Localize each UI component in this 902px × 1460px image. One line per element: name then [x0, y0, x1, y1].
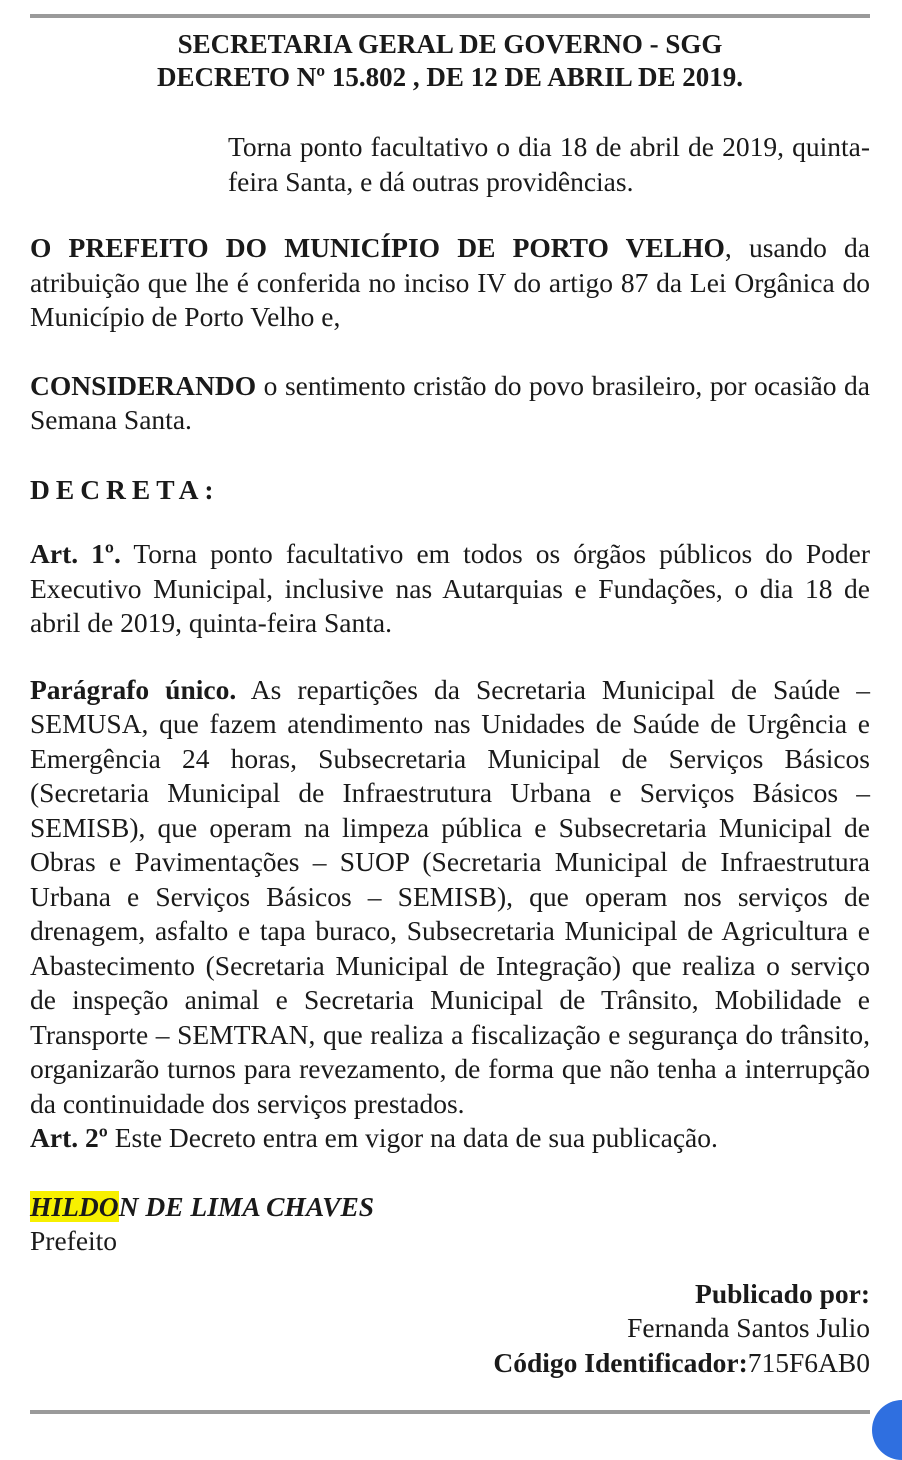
decrees-heading: DECRETA:	[30, 473, 220, 505]
considering-text: o sentimento cristão do povo brasileiro, por ocasião da Semana Santa.	[30, 369, 870, 435]
bottom-divider	[30, 1410, 870, 1414]
article-1-label: Art. 1º.	[30, 538, 121, 569]
corner-blob	[872, 1400, 902, 1460]
signatory-name-rest: N DE LIMA CHAVES	[118, 1190, 375, 1222]
publisher-name: Fernanda Santos Julio	[627, 1312, 870, 1343]
published-by-label: Publicado por:	[695, 1277, 870, 1309]
identifier-code	[30, 1346, 870, 1381]
decree-summary: Torna ponto facultativo o dia 18 de abril de 2019, quinta-feira Santa, e dá outras providências.	[228, 131, 870, 197]
document-header	[30, 28, 870, 94]
decree-document	[30, 28, 870, 1380]
article-1	[30, 537, 870, 641]
considering-bold: CONSIDERANDO	[30, 369, 257, 401]
sole-paragraph	[30, 673, 870, 1122]
top-divider	[30, 14, 870, 18]
identifier-code-value: 715F6AB0	[747, 1346, 870, 1378]
header-decree-number: DECRETO Nº 15.802 , DE 12 DE ABRIL DE 2019.	[156, 62, 743, 92]
preamble-bold: O PREFEITO DO MUNICÍPIO DE PORTO VELHO	[30, 232, 725, 263]
identifier-code-label: Código Identificador:	[493, 1346, 748, 1378]
header-secretariat: SECRETARIA GERAL DE GOVERNO - SGG	[177, 29, 723, 59]
considering-paragraph	[30, 369, 870, 438]
preamble-text: , usando da atribuição que lhe é conferida no inciso IV do artigo 87 da Lei Orgânica do Município de Porto Velho e,	[30, 232, 870, 332]
signatory-name-highlighted: HILDO	[30, 1190, 119, 1222]
article-1-text: Torna ponto facultativo em todos os órgãos públicos do Poder Executivo Municipal, inclusive nas Autarquias e Fundações, o dia 18 de abril de 2019, quinta-feira Santa.	[30, 538, 870, 638]
sole-paragraph-text: As repartições da Secretaria Municipal de Saúde – SEMUSA, que fazem atendimento nas Unidades de Saúde de Urgência e Emergência 24 horas, Subsecretaria Municipal de Serviços Básicos (Secretaria Municipal de Infraestrutura Urbana e Serviços Básicos – SEMISB), que operam na limpeza pública e Subsecretaria Municipal de Obras e Pavimentações – SUOP (Secretaria Municipal de Infraestrutura Urbana e Serviços Básicos – SEMISB), que operam nos serviços de drenagem, asfalto e tapa buraco, Subsecretaria Municipal de Agricultura e Abastecimento (Secretaria Municipal de Integração) que realiza o serviço de inspeção animal e Secretaria Municipal de Trânsito, Mobilidade e Transporte – SEMTRAN, que realiza a fiscalização e segurança do trânsito, organizarão turnos para revezamento, de forma que não tenha a interrupção da continuidade dos serviços prestados.	[30, 673, 870, 1119]
signatory-name	[30, 1190, 870, 1225]
signatory-role: Prefeito	[30, 1225, 118, 1256]
sole-paragraph-label: Parágrafo único.	[30, 673, 237, 705]
article-2-text: Este Decreto entra em vigor na data de sua publicação.	[107, 1122, 718, 1153]
article-2	[30, 1121, 870, 1156]
preamble-paragraph	[30, 231, 870, 335]
article-2-label: Art. 2º	[30, 1122, 108, 1153]
